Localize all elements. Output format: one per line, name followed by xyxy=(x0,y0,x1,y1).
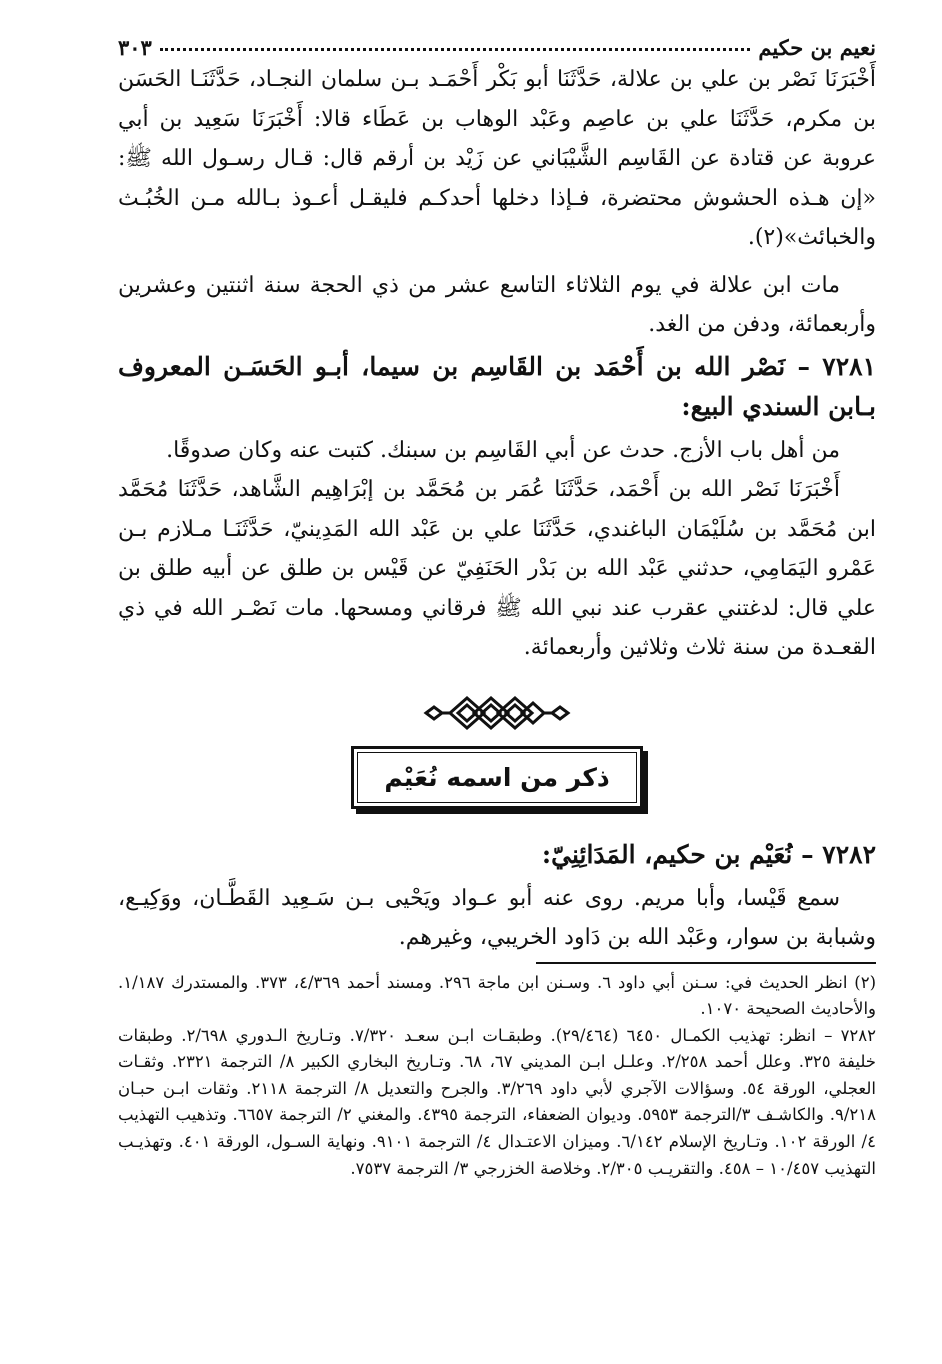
entry-heading-7282: ٧٢٨٢ – نُعَيْم بن حكيم، المَدَائِنِيّ: xyxy=(541,839,876,869)
entry-7282-text: سمع قَيْسا، وأبا مريم. روى عنه أبو عـواد ويَحْيى بـن سَـعِيد القَطَّـان، ووَكِيـع، وشبابة بن سوار، وعَبْد الله بن دَاود الخريبي، وغيرهم. xyxy=(118,885,876,950)
footnote-separator xyxy=(536,962,876,964)
entry-heading-7281: ٧٢٨١ – نَصْر الله بن أَحْمَد بن القَاسِم بن سيما، أبـو الحَسَـن المعروف بـابن السندي البيع: xyxy=(118,351,876,421)
section-title: ذكر من اسمه نُعَيْم xyxy=(357,752,636,803)
interlaced-chain-ornament-icon xyxy=(118,694,876,732)
footnote-7282: ٧٢٨٢ – انظر: تهذيب الكمـال ٦٤٥٠ (٢٩/٤٦٤). وطبقـات ابـن سعـد ٧/٣٢٠. وتـاريخ الـدوري ٢/٦٩٨. وطبقات خليفة ٣٢٥. وعلل أحمد ٢/٢٥٨. وعلـل ابـن المديني ٦٧، ٦٨. وتـاريخ البخاري الكبير ٨/ الترجمة ٢٣٢١. وثقـات العجلي، الورقة ٥٤. وسؤالات الآجري لأبي داود ٣/٢٦٩. والجرح والتعديل ٨/ الترجمة ٢١١٨. وثقات ابـن حبـان ٩/٢١٨. والكاشـف ٣/الترجمة ٥٩٥٣. وديوان الضعفاء، الترجمة ٤٣٩٥. والمغني ٢/ الترجمة ٦٦٥٧. وتذهيب التهذيب ٤/ الورقة ١٠٢. وتـاريخ الإسلام ٦/١٤٢. وميزان الاعتـدال ٤/ الترجمة ٩١٠١. ونهاية السـول، الورقة ٤٠١. وتهذيـب التهذيب ١٠/٤٥٧ – ٤٥٨. والتقريـب ٢/٣٠٥. وخلاصة الخزرجي ٣/ الترجمة ٧٥٣٧. xyxy=(118,1025,877,1178)
footnote-2: (٢) انظر الحديث في: سـنن أبي داود ٦. وسـنن ابن ماجة ٢٩٦. ومسند أحمد ٤/٣٦٩، ٣٧٣. والمستدرك ١/١٨٧. والأحاديث الصحيحة ١٠٧٠. xyxy=(118,972,877,1019)
section-title-frame xyxy=(118,746,876,809)
header-dotted-leader xyxy=(160,48,751,51)
running-title: نعيم بن حكيم xyxy=(758,35,876,60)
death-note-paragraph: مات ابن علالة في يوم الثلاثاء التاسع عشر من ذي الحجة سنة اثنتين وعشرين وأربعمائة، ودفن من الغد. xyxy=(118,272,876,337)
footnotes xyxy=(118,970,876,1183)
page-header xyxy=(118,26,876,60)
page-number: ٣٠٣ xyxy=(118,35,152,60)
entry-7281-intro: من أهل باب الأزج. حدث عن أبي القَاسِم بن سبنك. كتبت عنه وكان صدوقًا. xyxy=(166,437,840,463)
entry-7281-hadith: أَخْبَرَنَا نَصْر الله بن أَحْمَد، حَدَّثَنَا عُمَر بن مُحَمَّد بن إبْرَاهِيم الشَّاهد، حَدَّثَنَا مُحَمَّد ابن مُحَمَّد بن سُلَيْمَان الباغندي، حَدَّثَنَا علي بن عَبْد الله المَدِينيّ، حَدَّثَنَـا مـلازم بـن عَمْرو اليَمَامِي، حدثني عَبْد الله بن بَدْر الحَنَفِيّ عن قَيْس بن طلق عن أبيه طلق بن علي قال: لدغتني عقرب عند نبي الله ﷺ فرقاني ومسحها. مات نَصْـر الله في ذي القعـدة من سنة ثلاث وثلاثين وأربعمائة. xyxy=(118,477,876,660)
book-page xyxy=(118,26,876,1182)
hadith-paragraph: أَخْبَرَنَا نَصْر بن علي بن علالة، حَدَّثَنَا أبو بَكْر أَحْمَـد بـن سلمان النجـاد، حَدَّثَنَـا الحَسَن بن مكرم، حَدَّثَنَا علي بن عاصِم وعَبْد الوهاب بن عَطَاء قالا: أَخْبَرَنَا سَعِيد بن أبي عروبة عن قتادة عن القَاسِم الشَّيْبَاني عن زَيْد بن أرقم قال: قـال رسـول الله ﷺ: «إن هـذه الحشوش محتضرة، فـإذا دخلها أحدكـم فليقـل أعـوذ بـالله مـن الخُبُـث والخبائث»(٢). xyxy=(118,67,876,250)
